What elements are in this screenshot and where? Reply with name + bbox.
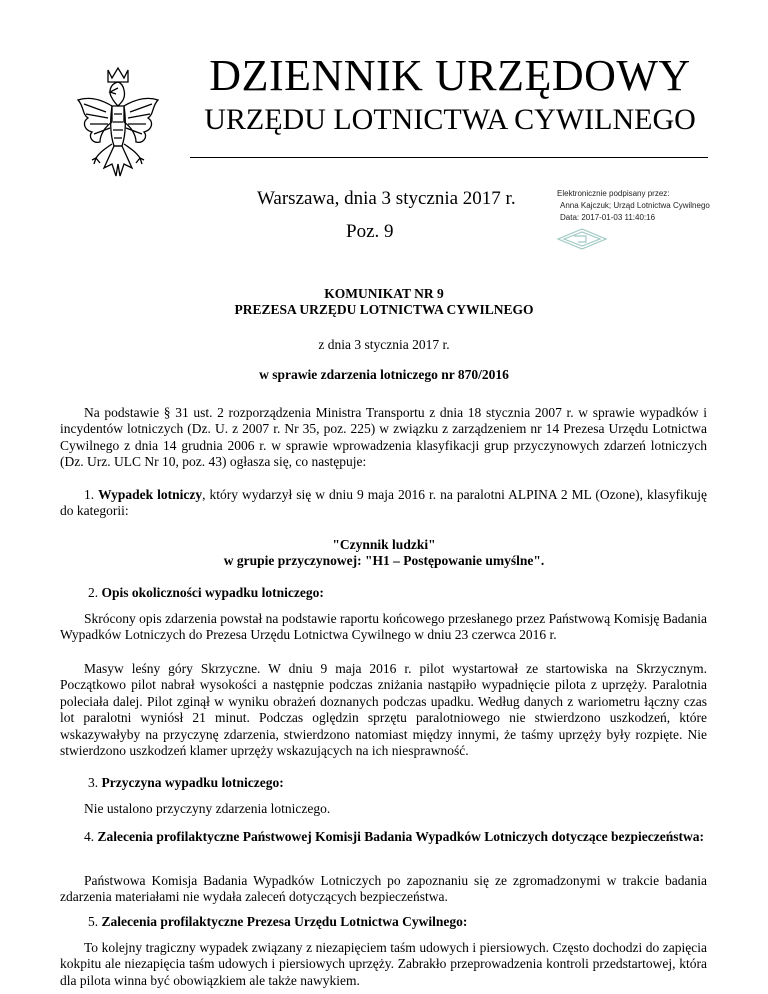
section-4-paragraph: Państwowa Komisja Badania Wypadków Lotniczych po zapoznaniu się ze zgromadzonymi w trakcie badania zdarzenia materiałami nie wydała zaleceń dotyczących bezpieczeństwa. — [60, 873, 707, 905]
section-3-heading — [88, 775, 284, 791]
category-line-1: "Czynnik ludzki" — [332, 537, 436, 552]
section-1-number: 1. — [84, 487, 95, 502]
section-2-number: 2. — [88, 585, 99, 600]
section-2-paragraph-2: Masyw leśny góry Skrzyczne. W dniu 9 maja 2016 r. pilot wystartował ze startowiska na Skrzycznym. Początkowo pilot nabrał wysokości a następnie podczas zniżania nastąpiło wypadnięcie pilota z uprzęży. Paralotnia poleciała dalej. Pilot zginął w wyniku obrażeń doznanych podczas upadku. Według danych z wariometru łączny czas lot paralotni wyniósł 21 minut. Podczas oględzin sprzętu paralotniowego nie stwierdzono uszkodzeń, które wskazywałyby na przyczynę zdarzenia, stwierdzono natomiast między innymi, że taśmy uprzęży były rozpięte. Nie stwierdzono uszkodzeń klamer uprzęży wskazujących na ich niesprawność. — [60, 661, 707, 759]
journal-subtitle: URZĘDU LOTNICTWA CYWILNEGO — [204, 103, 696, 136]
intro-paragraph: Na podstawie § 31 ust. 2 rozporządzenia Ministra Transportu z dnia 18 stycznia 2007 r. w sprawie wypadków i incydentów lotniczych (Dz. U. z 2007 r. Nr 35, poz. 225) w związku z zarządzeniem nr 14 Prezesa Urzędu Lotnictwa Cywilnego z dnia 14 grudnia 2006 r. w sprawie wprowadzenia klasyfikacji grup przyczynowych zdarzeń lotniczych (Dz. Urz. ULC Nr 10, poz. 43) ogłasza się, co następuje: — [60, 405, 707, 470]
category-line-2: w grupie przyczynowej: "H1 – Postępowanie umyślne". — [223, 553, 545, 568]
masthead-rule — [190, 157, 708, 158]
section-5-title: Zalecenia profilaktyczne Prezesa Urzędu Lotnictwa Cywilnego: — [101, 914, 468, 929]
communique-title-1: KOMUNIKAT NR 9 — [324, 286, 444, 301]
section-2-heading — [88, 585, 324, 601]
section-5-paragraph: To kolejny tragiczny wypadek związany z niezapięciem taśm udowych i piersiowych. Często dochodzi do zapięcia kokpitu ale niezapięcia taśm udowych i piersiowych uprzęży. Zabrakło przeprowadzenia kontroli przedstartowej, która dla pilota winna być obowiązkiem ale także nawykiem. — [60, 940, 707, 988]
section-1 — [60, 487, 707, 520]
communique-date: z dnia 3 stycznia 2017 r. — [318, 337, 450, 352]
issue-position: Poz. 9 — [346, 221, 394, 242]
section-3-title: Przyczyna wypadku lotniczego: — [101, 775, 284, 790]
section-3-paragraph: Nie ustalono przyczyny zdarzenia lotniczego. — [84, 801, 331, 816]
signature-line-1: Elektronicznie podpisany przez: — [557, 189, 670, 198]
electronic-signature — [557, 188, 710, 224]
section-1-text: , który wydarzył się w dniu 9 maja 2016 r. na paralotni ALPINA 2 ML (Ozone), klasyfikuję do kategorii: — [60, 487, 707, 519]
polish-eagle-emblem-icon — [72, 64, 164, 184]
communique-title-2: PREZESA URZĘDU LOTNICTWA CYWILNEGO — [234, 302, 534, 317]
section-1-lead: Wypadek lotniczy — [98, 487, 203, 502]
section-3-number: 3. — [88, 775, 99, 790]
communique-subject: w sprawie zdarzenia lotniczego nr 870/2016 — [259, 367, 509, 382]
section-4-number: 4. — [84, 829, 95, 844]
issue-date: Warszawa, dnia 3 stycznia 2017 r. — [257, 188, 516, 209]
section-2-title: Opis okoliczności wypadku lotniczego: — [101, 585, 324, 600]
journal-title: DZIENNIK URZĘDOWY — [209, 51, 691, 100]
section-5-number: 5. — [88, 914, 99, 929]
section-4-heading — [60, 829, 707, 845]
signature-line-3: Data: 2017-01-03 11:40:16 — [560, 213, 656, 222]
section-4-title: Zalecenia profilaktyczne Państwowej Komisji Badania Wypadków Lotniczych dotyczące bezpieczeństwa: — [97, 829, 704, 844]
section-5-heading — [88, 914, 467, 930]
section-2-paragraph-1: Skrócony opis zdarzenia powstał na podstawie raportu końcowego przesłanego przez Państwową Komisję Badania Wypadków Lotniczych do Prezesa Urzędu Lotnictwa Cywilnego w dniu 23 czerwca 2016 r. — [60, 611, 707, 643]
signature-line-2: Anna Kajczuk; Urząd Lotnictwa Cywilnego — [560, 201, 710, 210]
signature-seal-icon — [556, 228, 608, 250]
